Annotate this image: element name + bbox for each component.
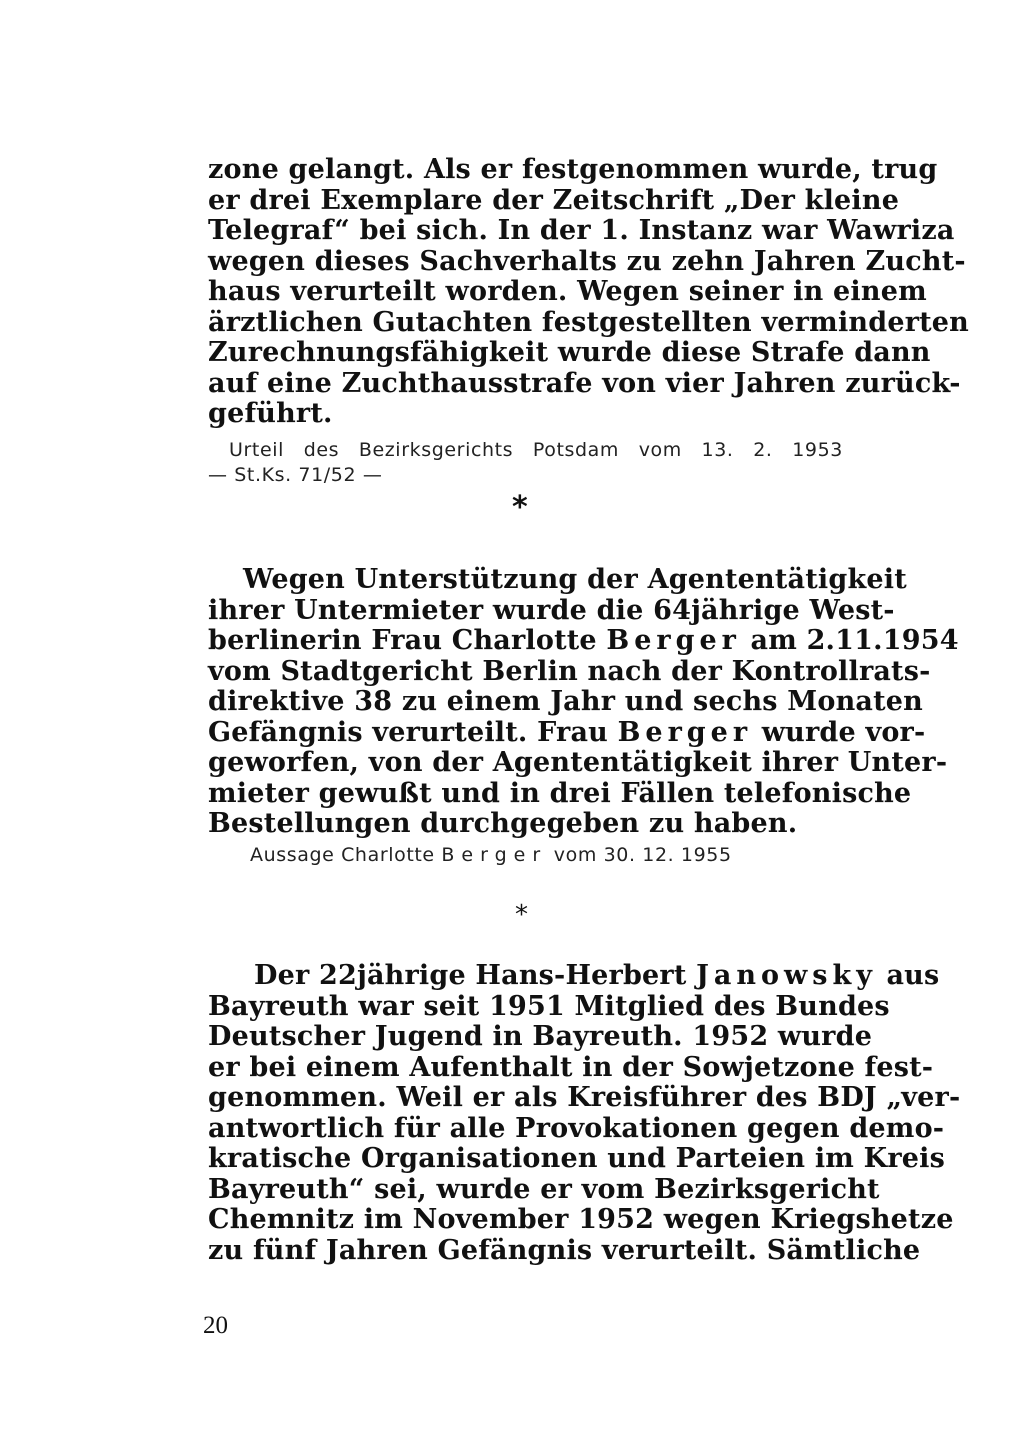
text-line: genommen. Weil er als Kreisführer des BDJ „ver-: [208, 1082, 961, 1113]
text-line: auf eine Zuchthausstrafe von vier Jahren zurück-: [208, 367, 961, 399]
paragraph-janowsky: [208, 960, 961, 1266]
source-citation-testimony: [250, 843, 732, 868]
text-line: Wegen Unterstützung der Agententätigkeit: [243, 564, 907, 595]
text-line: geworfen, von der Agententätigkeit ihrer Unter-: [208, 747, 948, 778]
text-line: mieter gewußt und in drei Fällen telefonische: [208, 777, 912, 809]
spaced-name: Berger: [606, 625, 741, 656]
text-line: [208, 960, 940, 992]
text-line: kratische Organisationen und Parteien im Kreis: [208, 1143, 945, 1174]
text-line: Bayreuth war seit 1951 Mitglied des Bundes: [208, 990, 890, 1022]
text-segment: wurde vor-: [752, 716, 926, 748]
text-line: Chemnitz im November 1952 wegen Kriegshetze: [208, 1204, 954, 1235]
text-segment: Aussage Charlotte: [250, 844, 442, 866]
text-line: geführt.: [208, 398, 333, 429]
text-segment: berlinerin Frau Charlotte: [208, 625, 607, 656]
spaced-name: Berger: [441, 844, 548, 866]
text-line: er drei Exemplare der Zeitschrift „Der kleine: [208, 184, 900, 216]
text-line: antwortlich für alle Provokationen gegen demo-: [208, 1112, 945, 1144]
text-line: haus verurteilt worden. Wegen seiner in einem: [208, 276, 927, 307]
text-line: Bayreuth“ sei, wurde er vom Bezirksgericht: [208, 1173, 880, 1205]
asterisk-separator: *: [515, 900, 528, 930]
text-line: Zurechnungsfähigkeit wurde diese Strafe dann: [208, 337, 931, 368]
text-line: [208, 716, 926, 749]
text-line: ärztlichen Gutachten festgestellten verminderten: [208, 306, 969, 338]
paragraph-wawriza: [208, 154, 969, 430]
source-citation-case-number: — St.Ks. 71/52 —: [208, 464, 383, 486]
page-number: 20: [203, 1312, 228, 1339]
text-segment: Der 22jährige Hans-Herbert: [254, 960, 697, 991]
text-line: Telegraf“ bei sich. In der 1. Instanz war Wawriza: [208, 215, 955, 246]
text-segment: Gefängnis verurteilt. Frau: [208, 716, 618, 748]
text-line: zu fünf Jahren Gefängnis verurteilt. Sämtliche: [208, 1234, 921, 1266]
spaced-name: Berger: [617, 716, 753, 748]
text-line: [208, 625, 959, 657]
text-line: Bestellungen durchgegeben zu haben.: [208, 808, 798, 839]
spaced-name: Janowsky: [696, 960, 877, 991]
text-segment: am 2.11.1954: [740, 625, 959, 656]
text-line: Deutscher Jugend in Bayreuth. 1952 wurde: [208, 1021, 873, 1052]
source-citation-line: Urteil des Bezirksgerichts Potsdam vom 13. 2. 1953: [229, 439, 843, 461]
text-segment: aus: [876, 960, 940, 991]
text-line: wegen dieses Sachverhalts zu zehn Jahren Zucht-: [208, 245, 966, 277]
text-line: vom Stadtgericht Berlin nach der Kontrollrats-: [208, 655, 931, 687]
text-segment: vom 30. 12. 1955: [547, 844, 732, 866]
asterisk-separator: *: [512, 490, 528, 525]
paragraph-berger: [208, 564, 959, 840]
text-line: er bei einem Aufenthalt in der Sowjetzone fest-: [208, 1051, 934, 1083]
text-line: direktive 38 zu einem Jahr und sechs Monaten: [208, 686, 924, 717]
text-line: zone gelangt. Als er festgenommen wurde, trug: [208, 154, 938, 185]
text-line: ihrer Untermieter wurde die 64jährige West-: [208, 594, 895, 626]
